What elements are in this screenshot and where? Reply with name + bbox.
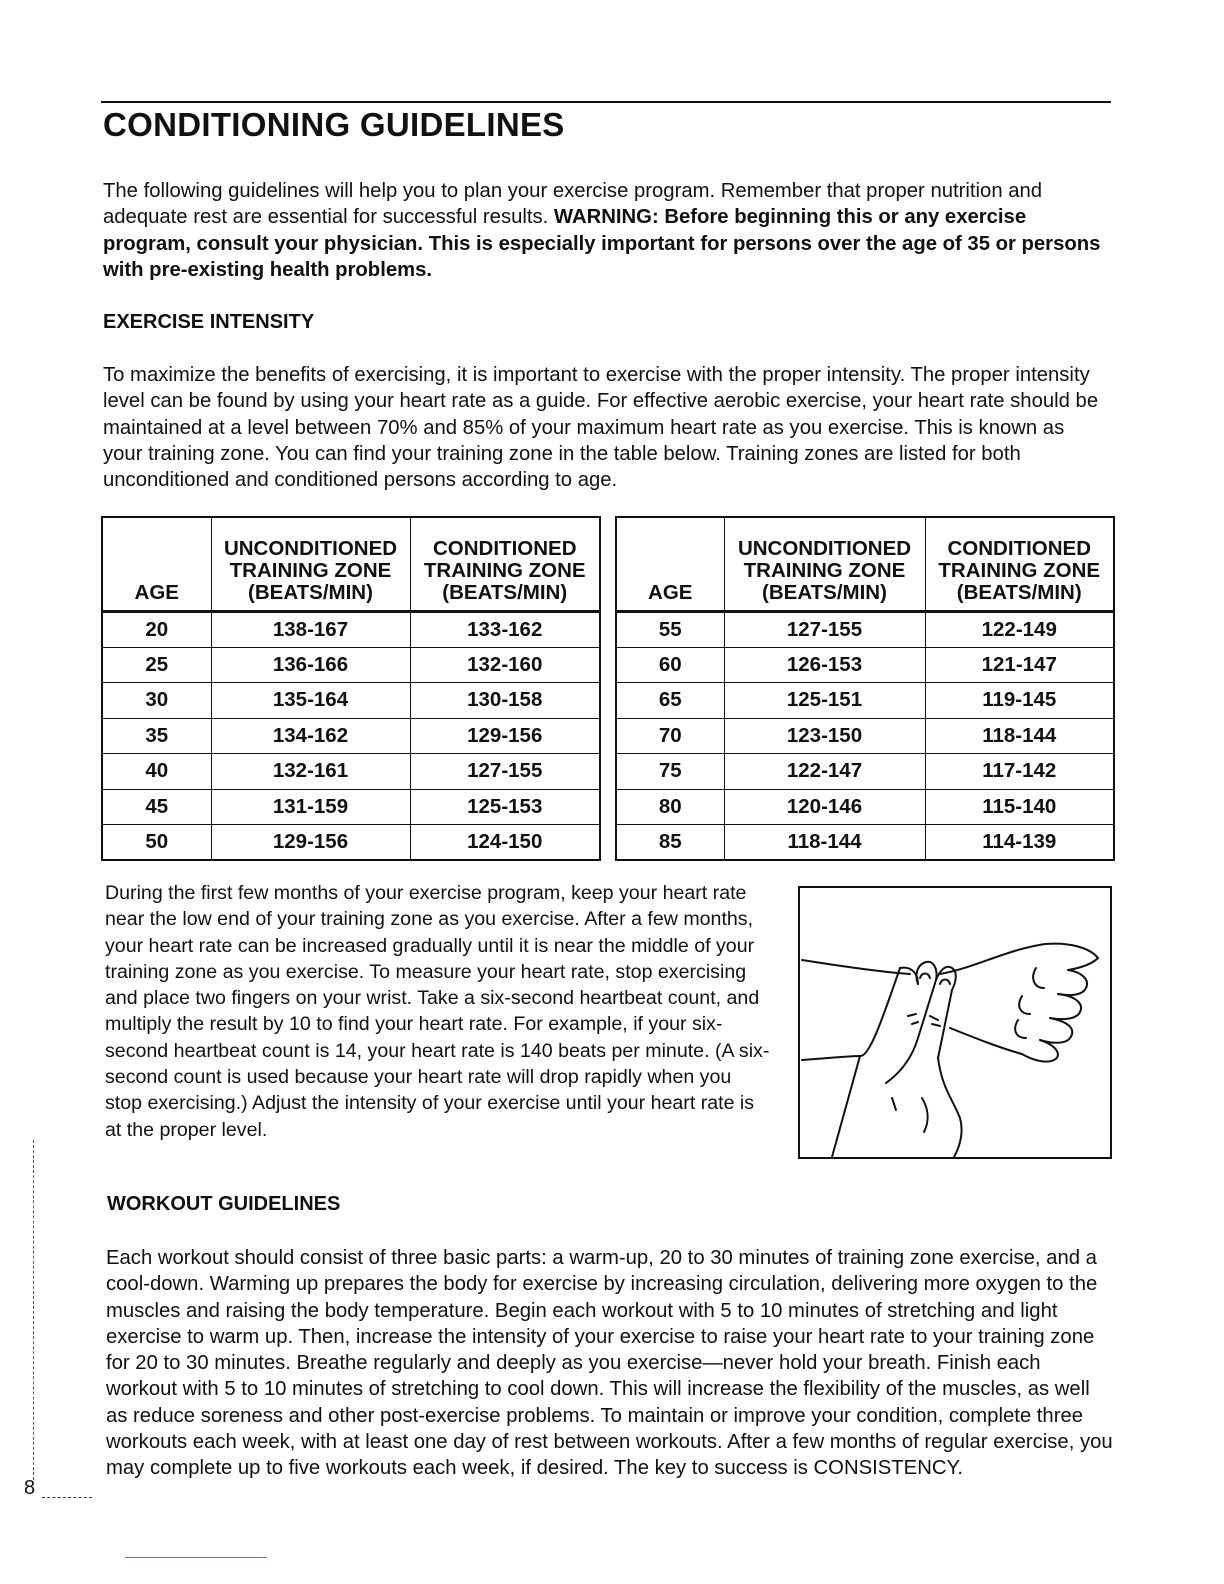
- unconditioned-cell: 129-156: [211, 825, 410, 861]
- training-zone-table-right: [615, 516, 1115, 861]
- unconditioned-cell: 135-164: [211, 683, 410, 719]
- conditioned-cell: 115-140: [925, 789, 1114, 825]
- unconditioned-cell: 118-144: [724, 825, 925, 861]
- age-cell: 55: [616, 612, 724, 648]
- table-row: [102, 754, 600, 790]
- conditioned-header: CONDITIONED TRAINING ZONE (BEATS/MIN): [410, 517, 600, 612]
- conditioned-cell: 129-156: [410, 718, 600, 754]
- intro-text: The following guidelines will help you to plan your exercise program. Remember that proper nutrition and adequate rest are essential for successful results.: [103, 180, 1043, 229]
- unconditioned-cell: 131-159: [211, 789, 410, 825]
- age-cell: 65: [616, 683, 724, 719]
- age-cell: 50: [102, 825, 211, 861]
- pulse-check-illustration: [798, 886, 1112, 1159]
- intro-paragraph: [103, 178, 1115, 283]
- table-row: [616, 789, 1114, 825]
- conditioned-cell: 121-147: [925, 647, 1114, 683]
- age-cell: 70: [616, 718, 724, 754]
- conditioned-cell: 127-155: [410, 754, 600, 790]
- age-cell: 20: [102, 612, 211, 648]
- page-number: 8: [24, 1477, 36, 1499]
- age-cell: 60: [616, 647, 724, 683]
- table-row: [102, 789, 600, 825]
- unconditioned-cell: 122-147: [724, 754, 925, 790]
- table-row: [616, 683, 1114, 719]
- table-row: [102, 825, 600, 861]
- table-row: [616, 647, 1114, 683]
- conditioned-cell: 132-160: [410, 647, 600, 683]
- table-row: [616, 825, 1114, 861]
- age-cell: 40: [102, 754, 211, 790]
- conditioned-cell: 125-153: [410, 789, 600, 825]
- conditioned-cell: 118-144: [925, 718, 1114, 754]
- wrist-pulse-icon: [800, 888, 1110, 1157]
- age-cell: 75: [616, 754, 724, 790]
- page-number-dash: [42, 1497, 92, 1498]
- age-cell: 35: [102, 718, 211, 754]
- age-cell: 85: [616, 825, 724, 861]
- unconditioned-cell: 136-166: [211, 647, 410, 683]
- unconditioned-cell: 132-161: [211, 754, 410, 790]
- age-header: AGE: [102, 517, 211, 612]
- age-cell: 25: [102, 647, 211, 683]
- workout-paragraph: Each workout should consist of three basic parts: a warm-up, 20 to 30 minutes of training zone exercise, and a cool-down. Warming up prepares the body for exercise by increasing circulation, delivering more oxygen to the muscles and raising the body temperature. Begin each workout with 5 to 10 minutes of stretching and light exercise to warm up. Then, increase the intensity of your exercise to raise your heart rate to your training zone for 20 to 30 minutes. Breathe regularly and deeply as you exercise—never hold your breath. Finish each workout with 5 to 10 minutes of stretching to cool down. This will increase the flexibility of the muscles, as well as reduce soreness and other post-exercise problems. To maintain or improve your condition, complete three workouts each week, with at least one day of rest between workouts. After a few months of regular exercise, you may complete up to five workouts each week, if desired. The key to success is CONSISTENCY.: [106, 1247, 1113, 1480]
- page-title: CONDITIONING GUIDELINES: [103, 106, 565, 143]
- age-header: AGE: [616, 517, 724, 612]
- heart-rate-paragraph: During the first few months of your exercise program, keep your heart rate near the low end of your training zone as you exercise. After a few months, your heart rate can be increased gradually until it is near the middle of your training zone as you exercise. To measure your heart rate, stop exercising and place two fingers on your wrist. Take a six-second heartbeat count, and multiply the result by 10 to find your heart rate. For example, if your six-second heartbeat count is 14, your heart rate is 140 beats per minute. (A six-second count is used because your heart rate will drop rapidly when you stop exercising.) Adjust the intensity of your exercise until your heart rate is at the proper level.: [105, 882, 770, 1141]
- conditioned-cell: 117-142: [925, 754, 1114, 790]
- unconditioned-cell: 134-162: [211, 718, 410, 754]
- unconditioned-cell: 127-155: [724, 612, 925, 648]
- conditioned-cell: 119-145: [925, 683, 1114, 719]
- table-row: [102, 718, 600, 754]
- exercise-intensity-heading: EXERCISE INTENSITY: [103, 311, 315, 333]
- scan-artifact-line: [125, 1557, 267, 1558]
- conditioned-cell: 133-162: [410, 612, 600, 648]
- margin-line: [33, 1140, 34, 1480]
- age-cell: 30: [102, 683, 211, 719]
- age-cell: 80: [616, 789, 724, 825]
- table-row: [102, 647, 600, 683]
- unconditioned-cell: 126-153: [724, 647, 925, 683]
- conditioned-header: CONDITIONED TRAINING ZONE (BEATS/MIN): [925, 517, 1114, 612]
- unconditioned-header: UNCONDITIONED TRAINING ZONE (BEATS/MIN): [724, 517, 925, 612]
- conditioned-cell: 130-158: [410, 683, 600, 719]
- warning-text: WARNING: Before beginning this or any exercise program, consult your physician. This is especially important for persons over the age of 35 or persons with pre-existing health problems.: [103, 206, 1101, 281]
- workout-guidelines-heading: WORKOUT GUIDELINES: [107, 1193, 341, 1215]
- table-row: [616, 612, 1114, 648]
- unconditioned-header: UNCONDITIONED TRAINING ZONE (BEATS/MIN): [211, 517, 410, 612]
- training-zone-table-left: [101, 516, 601, 861]
- table-row: [616, 754, 1114, 790]
- unconditioned-cell: 120-146: [724, 789, 925, 825]
- title-rule: [101, 101, 1111, 103]
- table-row: [616, 718, 1114, 754]
- table-row: [102, 683, 600, 719]
- intensity-paragraph: To maximize the benefits of exercising, it is important to exercise with the proper intensity. The proper intensity level can be found by using your heart rate as a guide. For effective aerobic exercise, your heart rate should be maintained at a level between 70% and 85% of your maximum heart rate as you exercise. This is known as your training zone. You can find your training zone in the table below. Training zones are listed for both unconditioned and conditioned persons according to age.: [103, 364, 1099, 492]
- conditioned-cell: 114-139: [925, 825, 1114, 861]
- age-cell: 45: [102, 789, 211, 825]
- conditioned-cell: 124-150: [410, 825, 600, 861]
- unconditioned-cell: 138-167: [211, 612, 410, 648]
- unconditioned-cell: 125-151: [724, 683, 925, 719]
- conditioned-cell: 122-149: [925, 612, 1114, 648]
- table-row: [102, 612, 600, 648]
- unconditioned-cell: 123-150: [724, 718, 925, 754]
